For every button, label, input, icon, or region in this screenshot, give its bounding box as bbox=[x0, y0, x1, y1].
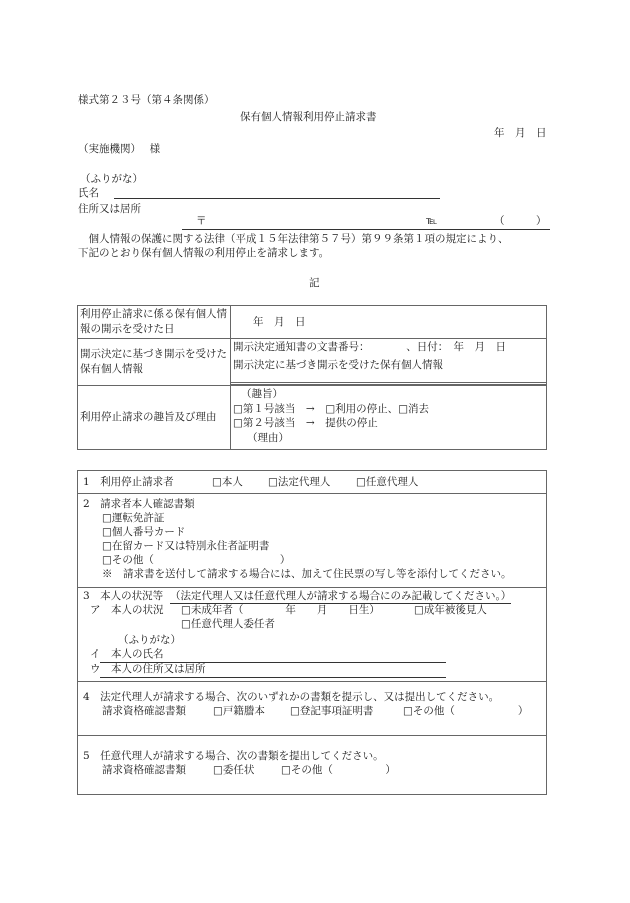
disclosure-date-label: 利用停止請求に係る保有個人情報の開示を受けた日 bbox=[78, 306, 231, 339]
option-family-register[interactable]: □戸籍謄本 bbox=[213, 705, 265, 717]
section-4-doc-label: 請求資格確認書類 bbox=[102, 705, 186, 717]
option-self[interactable]: □本人 bbox=[212, 476, 243, 488]
option-legal-agent[interactable]: □法定代理人 bbox=[268, 476, 331, 488]
id-option-license[interactable]: □運転免許証 bbox=[102, 512, 165, 524]
intro-line-2: 下記のとおり保有個人情報の利用停止を請求します。 bbox=[78, 247, 330, 259]
name-input-line[interactable] bbox=[114, 198, 440, 199]
id-option-other[interactable]: □その他（ ） bbox=[102, 554, 291, 566]
reason-heading: （理由） bbox=[247, 431, 289, 444]
principal-address-label: ウ 本人の住所又は居所 bbox=[90, 663, 206, 675]
disclosed-info-cell bbox=[231, 339, 547, 385]
purpose-heading: （趣旨） bbox=[241, 387, 283, 400]
ki-mark: 記 bbox=[309, 277, 320, 289]
principal-address-line[interactable] bbox=[100, 677, 446, 678]
document-title: 保有個人情報利用停止請求書 bbox=[240, 111, 377, 123]
section-4-title: 4 法定代理人が請求する場合、次のいずれかの書類を提示し、又は提出してください。 bbox=[83, 691, 500, 703]
section-2-title: 2 請求者本人確認書類 bbox=[83, 498, 195, 510]
section-5-title: 5 任意代理人が請求する場合、次の書類を提出してください。 bbox=[83, 750, 384, 762]
section-1-label: 1 利用停止請求者 bbox=[83, 476, 174, 488]
option-item-2[interactable]: □第２号該当 → 提供の停止 bbox=[233, 417, 378, 430]
section-2 bbox=[78, 493, 546, 588]
section-1 bbox=[78, 471, 546, 494]
id-option-mynumber[interactable]: □個人番号カード bbox=[102, 526, 186, 538]
address-label: 住所又は居所 bbox=[78, 203, 141, 215]
principal-furigana: （ふりがな） bbox=[118, 634, 181, 646]
intro-line-1: 個人情報の保護に関する法律（平成１５年法律第５７号）第９９条第１項の規定により、 bbox=[78, 233, 509, 245]
postal-mark: 〒 bbox=[196, 215, 207, 227]
option-mandator[interactable]: □任意代理人委任者 bbox=[181, 618, 275, 630]
section-2-note: ※ 請求書を送付して請求する場合には、加えて住民票の写し等を添付してください。 bbox=[102, 568, 512, 580]
section-3-title: 3 本人の状況等 bbox=[83, 590, 164, 602]
option-power-of-attorney[interactable]: □委任状 bbox=[213, 764, 255, 776]
disclosed-info-line: 開示決定に基づき開示を受けた保有個人情報 bbox=[233, 358, 443, 371]
disclosure-date-value[interactable]: 年 月 日 bbox=[231, 306, 547, 339]
option-registry-cert[interactable]: □登記事項証明書 bbox=[290, 705, 374, 717]
section-5 bbox=[78, 735, 546, 794]
purpose-reason-cell bbox=[231, 385, 547, 449]
option-voluntary-agent[interactable]: □任意代理人 bbox=[356, 476, 419, 488]
option-other-doc[interactable]: □その他（ ） bbox=[403, 705, 529, 717]
section-5-doc-label: 請求資格確認書類 bbox=[102, 764, 186, 776]
section-4 bbox=[78, 681, 546, 736]
addressee: （実施機関） 様 bbox=[78, 143, 161, 155]
name-label: 氏名 bbox=[78, 187, 99, 199]
date-field[interactable]: 年 月 日 bbox=[494, 127, 547, 139]
tel-mark: ℡ bbox=[426, 215, 438, 227]
section-3-note: （法定代理人又は任意代理人が請求する場合にのみ記載してください。） bbox=[170, 590, 512, 602]
id-option-residence[interactable]: □在留カード又は特別永住者証明書 bbox=[102, 540, 270, 552]
tel-paren: （ ） bbox=[494, 215, 547, 227]
notice-number-line[interactable]: 開示決定通知書の文書番号： 、日付： 年 月 日 bbox=[233, 341, 506, 354]
furigana-label: （ふりがな） bbox=[80, 173, 143, 185]
requester-details-box bbox=[77, 470, 547, 795]
option-other-doc-2[interactable]: □その他（ ） bbox=[281, 764, 396, 776]
address-input-line[interactable] bbox=[182, 229, 550, 230]
purpose-reason-label: 利用停止請求の趣旨及び理由 bbox=[78, 385, 231, 449]
principal-name-label: イ 本人の氏名 bbox=[90, 648, 164, 660]
option-minor[interactable]: □未成年者（ 年 月 日生） bbox=[181, 604, 380, 616]
form-number: 様式第２３号（第４条関係） bbox=[78, 94, 215, 106]
principal-status-label: ア 本人の状況 bbox=[90, 604, 164, 616]
option-adult-ward[interactable]: □成年被後見人 bbox=[414, 604, 487, 616]
request-table bbox=[77, 305, 547, 450]
section-3 bbox=[78, 587, 546, 682]
option-item-1[interactable]: □第１号該当 → □利用の停止、□消去 bbox=[233, 402, 430, 415]
disclosed-info-label: 開示決定に基づき開示を受けた保有個人情報 bbox=[78, 339, 231, 385]
